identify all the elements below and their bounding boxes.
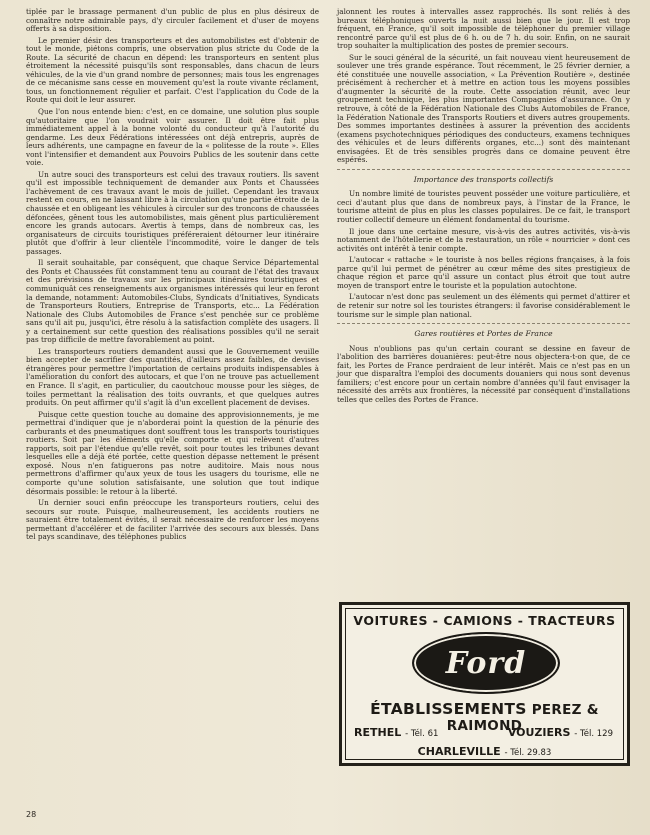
paragraph: Sur le souci général de la sécurité, un fait nouveau vient heureusement de soulever une très grande espérance. Tout récemment, le 25 février dernier, a été constituée une nouvelle association, « La Prévention Routière », destinée précisément à rechercher et à mettre en action tous les moyens possibles d'augmenter la sécurité de la route. Cette association réunit, avec leur groupement technique, les plus importantes Compagnies d'assurance. On y retrouve, à côté de la Fédération Nationale des Clubs Automobiles de France, la Fédération Nationale des Transports Routiers et divers autres groupements. Des sommes importantes destinées à assurer la prévention des accidents (examens psychotechniques périodiques des conducteurs, examens techniques des véhicules et de leurs différents organes, etc...) sont dès maintenant envisagées. Et de très sensibles progrès dans ce domaine peuvent être espérés. xyxy=(337,52,630,165)
paragraph: Nous n'oublions pas qu'un certain courant se dessine en faveur de l'abolition des barrières douanières: peut-être nous objectera-t-on que, de ce fait, les Portes de France perdraient de leur intérêt. Mais ce n'est pas en un jour que disparaîtra l'emploi des documents douaniers qui nous sont devenus familiers; c'est encore pour un certain nombre d'années qu'il faut envisager la nécessité des arrêts aux frontières, la nécessité par conséquent d'installations telles que celles des Portes de France. xyxy=(337,343,630,404)
paragraph: L'autocar n'est donc pas seulement un des éléments qui permet d'attirer et de retenir sur notre sol les touristes étrangers: il favorise considérablement le tourisme sur le simple plan national. xyxy=(337,292,630,319)
location-charleville xyxy=(342,745,627,758)
location-vouziers xyxy=(508,726,613,739)
ad-headline: VOITURES - CAMIONS - TRACTEURS xyxy=(353,613,616,628)
company-prefix: ÉTABLISSEMENTS xyxy=(370,700,527,718)
city-name: VOUZIERS xyxy=(507,726,571,739)
ad-locations-row xyxy=(354,726,613,739)
paragraph: Que l'on nous entende bien: c'est, en ce domaine, une solution plus souple qu'autoritaire que l'on voudrait voir assurer. Il doit être fait plus immédiatement appel à la bonne volonté du conducteur qu'à l'autorité du gendarme. Les deux Fédérations intéressées ont déjà entrepris, auprès de leurs adhérents, une campagne en faveur de la « politesse de la route ». Elles vont l'intensifier et demandent aux Pouvoirs Publics de les soutenir dans cette voie. xyxy=(26,107,319,168)
ford-dealer-advertisement xyxy=(339,602,630,766)
paragraph: Un nombre limité de touristes peuvent posséder une voiture particulière, et ceci d'autant plus que dans de nombreux pays, à l'instar de la France, le tourisme atteint de plus en plus les classes populaires. De ce fait, le transport routier collectif demeure un élément fondamental du tourisme. xyxy=(337,189,630,225)
phone-number: - Tél. 129 xyxy=(574,729,613,739)
page-number: 28 xyxy=(26,810,37,819)
ford-logo xyxy=(412,632,560,694)
paragraph: Il serait souhaitable, par conséquent, que chaque Service Départemental des Ponts et Chaussées fût constamment tenu au courant de l'état des travaux et des prévisions de travaux sur les principaux itinéraires touristiques et communiquât ces renseignements aux organismes intéressés qui leur en feront la demande, notamment: Automobiles-Clubs, Syndicats d'Initiatives, Syndicats de Transporteurs Routiers, Entreprise de Transports, etc... La Fédération Nationale des Clubs Automobiles de France s'est penchée sur ce problème sans qu'il ait pu, jusqu'ici, être résolu à la satisfaction complète des usagers. Il y a certainement sur cette question des réalisations possibles qu'il ne serait pas trop difficile de mettre favorablement au point. xyxy=(26,258,319,345)
city-name: RETHEL xyxy=(354,726,402,739)
paragraph: jalonnent les routes à intervalles assez rapprochés. Ils sont reliés à des bureaux téléphoniques ouverts la nuit aussi bien que le jour. Il est trop fréquent, en France, qu'il soit impossible de téléphoner du premier village rencontré parce qu'il est plus de 6 h. ou de 7 h. du soir. Enfin, on ne saurait trop souhaiter la multiplication des postes de premier secours. xyxy=(337,7,630,51)
paragraph: Puisque cette question touche au domaine des approvisionnements, je me permettrai d'indiquer que je n'aborderai point la question de la pénurie des carburants et des pneumatiques dont souffrent tous les transports touristiques routiers. Soit par les éléments qu'elle comporte et qui relèvent d'autres rapports, soit par l'étendue qu'elle revêt, soit pour toutes les tribunes devant lesquelles elle a déjà été portée, cette question dépasse nettement le présent exposé. Nous n'en fatiguerons pas notre auditoire. Mais nous nous permettrons d'affirmer qu'aux yeux de tous les usagers du tourisme, elle ne comporte qu'une solution satisfaisante, une solution que tout indique désormais possible: le retour à la liberté. xyxy=(26,409,319,496)
paragraph: Un dernier souci enfin préoccupe les transporteurs routiers, celui des secours sur route. Puisque, malheureusement, les accidents routiers ne sauraient être totalement évités, il serait nécessaire de renforcer les moyens permettant d'accélérer et de faciliter l'arrivée des secours aux blessés. Dans tel pays scandinave, des téléphones publics xyxy=(26,498,319,542)
location-rethel xyxy=(354,726,438,739)
paragraph: Un autre souci des transporteurs est celui des travaux routiers. Ils savent qu'il est impossible techniquement de demander aux Ponts et Chaussées l'achèvement de ces travaux avant le mois de juillet. Cependant les travaux restent en cours, en ne laissant libre à la circulation qu'une partie étroite de la chaussée et en obligeant les véhicules à circuler sur des troncons de chaussées défoncées, gênent tous les automobilistes, mais gênent plus particulièrement encore les grands autocars. Avertis à temps, dans de nombreux cas, les organisateurs de circuits touristiques préféreraient détourner leur itinéraire plutôt que d'offrir à leur clientèle l'incommodité, voire le danger de tels passages. xyxy=(26,169,319,256)
paragraph: tiplée par le brassage permanent d'un public de plus en plus désireux de connaître notre admirable pays, d'y circuler facilement et d'user de moyens offerts à sa disposition. xyxy=(26,7,319,34)
city-name: CHARLEVILLE xyxy=(417,745,501,758)
phone-number: - Tél. 61 xyxy=(405,729,439,739)
left-text-column xyxy=(26,8,319,545)
paragraph: Les transporteurs routiers demandent aussi que le Gouvernement veuille bien accepter de sacrifier des quantités, d'ailleurs assez faibles, de devises étrangères pour permettre l'importation de certains produits indispensables à l'amélioration du confort des autocars, et que l'on ne trouve pas actuellement en France. Il s'agit, en particulier, du caoutchouc mousse pour les sièges, de toiles permettant la réalisation des toits ouvrants, et que quelques autres produits. On peut affirmer qu'il s'agit là d'un excellent placement de devises. xyxy=(26,346,319,408)
section-heading: Gares routières et Portes de France xyxy=(414,329,553,339)
company-name: PEREZ & RAIMOND xyxy=(446,702,599,734)
section-heading: Importance des transports collectifs xyxy=(413,174,554,184)
phone-number: - Tél. 29.83 xyxy=(504,748,552,758)
paragraph: L'autocar « rattache » le touriste à nos belles régions françaises, à la fois parce qu'il lui permet de pénétrer au cœur même des sites prestigieux de chaque région et parce qu'il assure un contact plus étroit que tout autre moyen de transport entre le touriste et la population autochtone. xyxy=(337,255,630,290)
paragraph: Il joue dans une certaine mesure, vis-à-vis des autres activités, vis-à-vis notamment de l'hôtellerie et de la restauration, un rôle « nourricier » dont ces activités ont intérêt à tenir compte. xyxy=(337,226,630,253)
section-divider xyxy=(337,323,630,324)
ford-logo-text: Ford xyxy=(445,645,527,681)
right-text-column xyxy=(337,8,630,407)
paragraph: Le premier désir des transporteurs et des automobilistes est d'obtenir de tout le monde, piétons compris, une observation plus stricte du Code de la Route. La sécurité de chacun en dépend: les transporteurs en sentent plus étroitement la nécessité puisqu'ils sont responsables, dans chacun de leurs véhicules, de la vie d'un grand nombre de personnes; mais tous les engrenages de ce mécanisme sans cesse en mouvement qu'est la route vivante réclament, tous, un fonctionnement régulier et parfait. C'est l'application du Code de la Route qui doit le leur assurer. xyxy=(26,35,319,105)
section-divider xyxy=(337,169,630,170)
